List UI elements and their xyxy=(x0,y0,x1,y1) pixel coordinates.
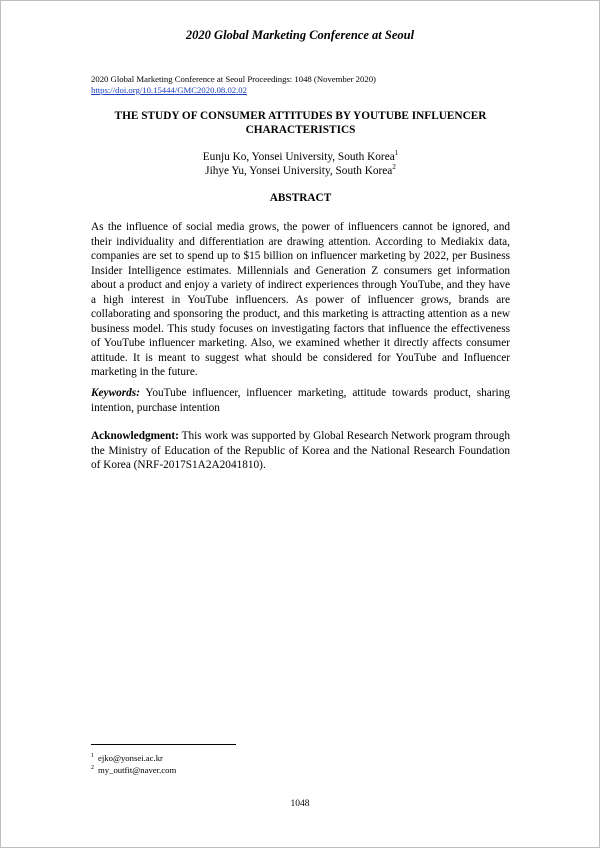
author-1-footnote-mark: 1 xyxy=(394,149,399,158)
author-list xyxy=(91,150,510,178)
footnotes xyxy=(91,752,176,776)
acknowledgment-text: This work was supported by Global Research Network program through the Ministry of Education of the Republic of Korea and the National Research Foundation of Korea (NRF-2017S1A2A2041810). xyxy=(91,430,510,471)
paper-title xyxy=(91,109,510,137)
doi-link[interactable]: https://doi.org/10.15444/GMC2020.08.02.02 xyxy=(91,85,247,95)
acknowledgment-label: Acknowledgment: xyxy=(91,430,179,442)
footnote-divider xyxy=(91,744,236,745)
author-1-name: Eunju Ko, Yonsei University, South Korea xyxy=(202,151,395,163)
author-2-footnote-mark: 2 xyxy=(392,163,396,172)
keywords-label: Keywords: xyxy=(91,387,140,399)
paper-title-line-1: THE STUDY OF CONSUMER ATTITUDES BY YOUTUBE INFLUENCER xyxy=(114,110,487,122)
footnote-2 xyxy=(91,764,176,776)
footnote-2-text: my_outfit@naver.com xyxy=(98,765,177,775)
page-number: 1048 xyxy=(290,799,310,809)
footnote-1-mark: 1 xyxy=(91,753,94,760)
proceedings-citation: 2020 Global Marketing Conference at Seoul Proceedings: 1048 (November 2020) xyxy=(91,74,376,84)
paper-title-line-2: CHARACTERISTICS xyxy=(245,124,356,136)
keywords-text: YouTube influencer, influencer marketing, attitude towards product, sharing intention, purchase intention xyxy=(91,387,510,414)
footnote-2-mark: 2 xyxy=(91,765,94,772)
acknowledgment xyxy=(91,429,510,473)
author-1 xyxy=(91,150,510,164)
conference-header: 2020 Global Marketing Conference at Seoul xyxy=(185,28,415,42)
footnote-1 xyxy=(91,752,176,764)
footnote-1-text: ejko@yonsei.ac.kr xyxy=(98,753,163,763)
proceedings-info xyxy=(91,74,376,96)
abstract-heading: ABSTRACT xyxy=(269,192,332,204)
author-2 xyxy=(91,164,510,178)
abstract-text: As the influence of social media grows, the power of influencers cannot be ignored, and their individuality and differentiation are drawing attention. According to Mediakix data, companies are set to spend up to $15 billion on influencer marketing by 2022, per Business Insider Intelligence estimates. Millennials and Generation Z consumers get information about a product and enjoy a variety of indirect experiences through YouTube, and they have a high interest in YouTube influencers. As power of influencer grows, brands are collaborating and sponsoring the product, and this marketing is attracting attention as a new business model. This study focuses on investigating factors that influence the effectiveness of YouTube influencer marketing. Also, we examined whether it directly affects consumer attitude. It is meant to suggest what should be considered for YouTube and Influencer marketing in the future. xyxy=(91,221,510,378)
author-2-name: Jihye Yu, Yonsei University, South Korea xyxy=(205,165,393,177)
keywords xyxy=(91,386,510,415)
